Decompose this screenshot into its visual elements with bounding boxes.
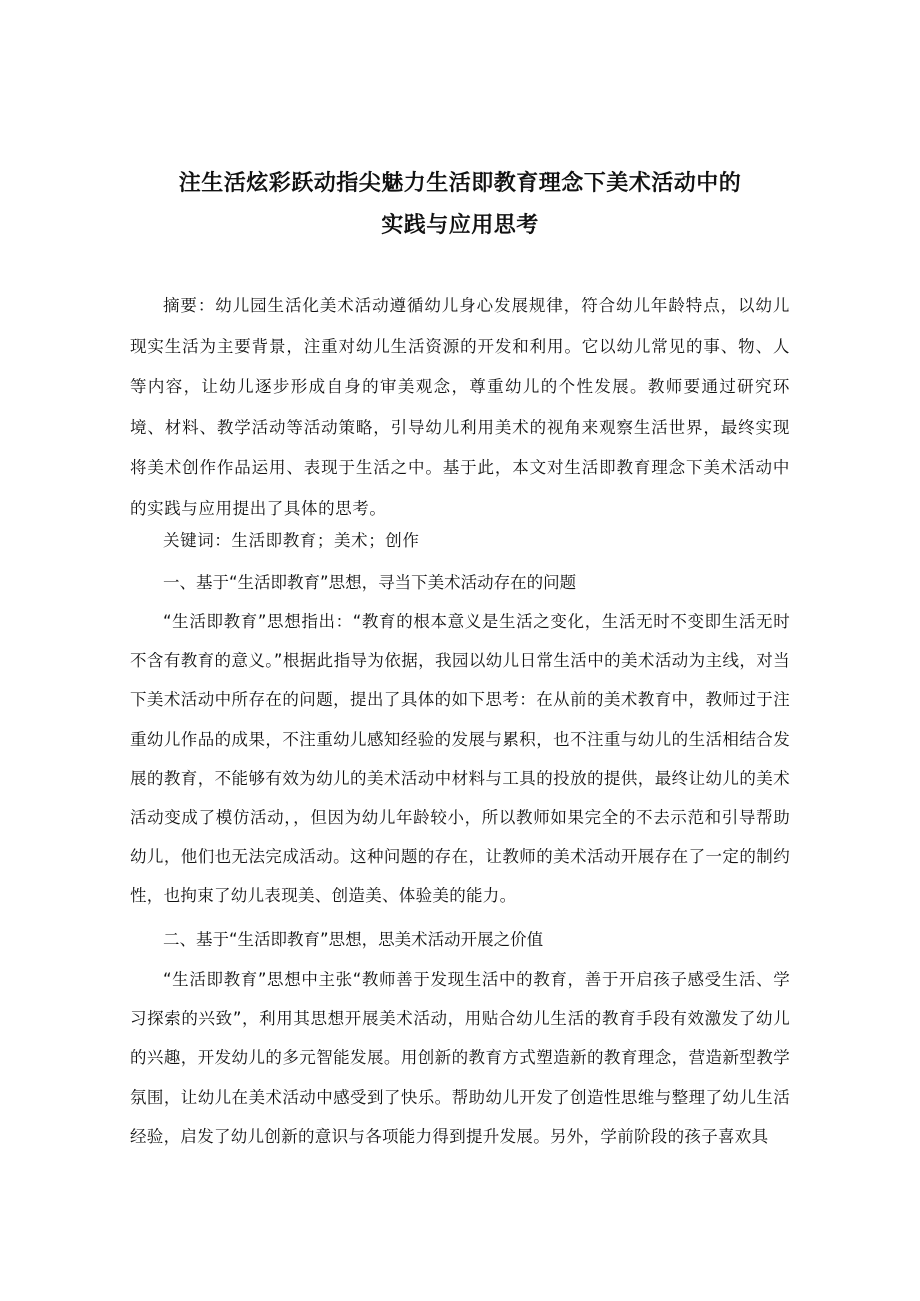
section-1-heading: 一、基于“生活即教育”思想，寻当下美术活动存在的问题 bbox=[163, 573, 577, 592]
section-1-body: “生活即教育”思想指出：“教育的根本意义是生活之变化，生活无时不变即生活无时不含有教育的意义。”根据此指导为依据，我园以幼儿日常生活中的美术活动为主线，对当下美术活动中所存在的问题，提出了具体的如下思考：在从前的美术教育中，教师过于注重幼儿作品的成果，不注重幼儿感知经验的发展与累积，也不注重与幼儿的生活相结合发展的教育，不能够有效为幼儿的美术活动中材料与工具的投放的提供，最终让幼儿的美术活动变成了模仿活动，，但因为幼儿年龄较小，所以教师如果完全的不去示范和引导帮助幼儿，他们也无法完成活动。这种问题的存在，让教师的美术活动开展存在了一定的制约性，也拘束了幼儿表现美、创造美、体验美的能力。 bbox=[130, 612, 790, 906]
title-line-1: 注生活炫彩跃动指尖魅力生活即教育理念下美术活动中的 bbox=[178, 171, 742, 196]
abstract-paragraph: 摘要：幼儿园生活化美术活动遵循幼儿身心发展规律，符合幼儿年龄特点，以幼儿现实生活为主要背景，注重对幼儿生活资源的开发和利用。它以幼儿常见的事、物、人等内容，让幼儿逐步形成自身的审美观念，尊重幼儿的个性发展。教师要通过研究环境、材料、教学活动等活动策略，引导幼儿利用美术的视角来观察生活世界，最终实现将美术创作作品运用、表现于生活之中。基于此，本文对生活即教育理念下美术活动中的实践与应用提出了具体的思考。 bbox=[130, 296, 790, 518]
section-2-body: “生活即教育”思想中主张“教师善于发现生活中的教育，善于开启孩子感受生活、学习探索的兴致”，利用其思想开展美术活动，用贴合幼儿生活的教育手段有效激发了幼儿的兴趣，开发幼儿的多元智能发展。用创新的教育方式塑造新的教育理念，营造新型教学氛围，让幼儿在美术活动中感受到了快乐。帮助幼儿开发了创造性思维与整理了幼儿生活经验，启发了幼儿创新的意识与各项能力得到提升发展。另外，学前阶段的孩子喜欢具 bbox=[130, 970, 790, 1146]
keywords-line: 关键词：生活即教育；美术；创作 bbox=[163, 531, 420, 550]
section-2-heading: 二、基于“生活即教育”思想，思美术活动开展之价值 bbox=[163, 930, 544, 949]
title-line-2: 实践与应用思考 bbox=[381, 213, 539, 238]
